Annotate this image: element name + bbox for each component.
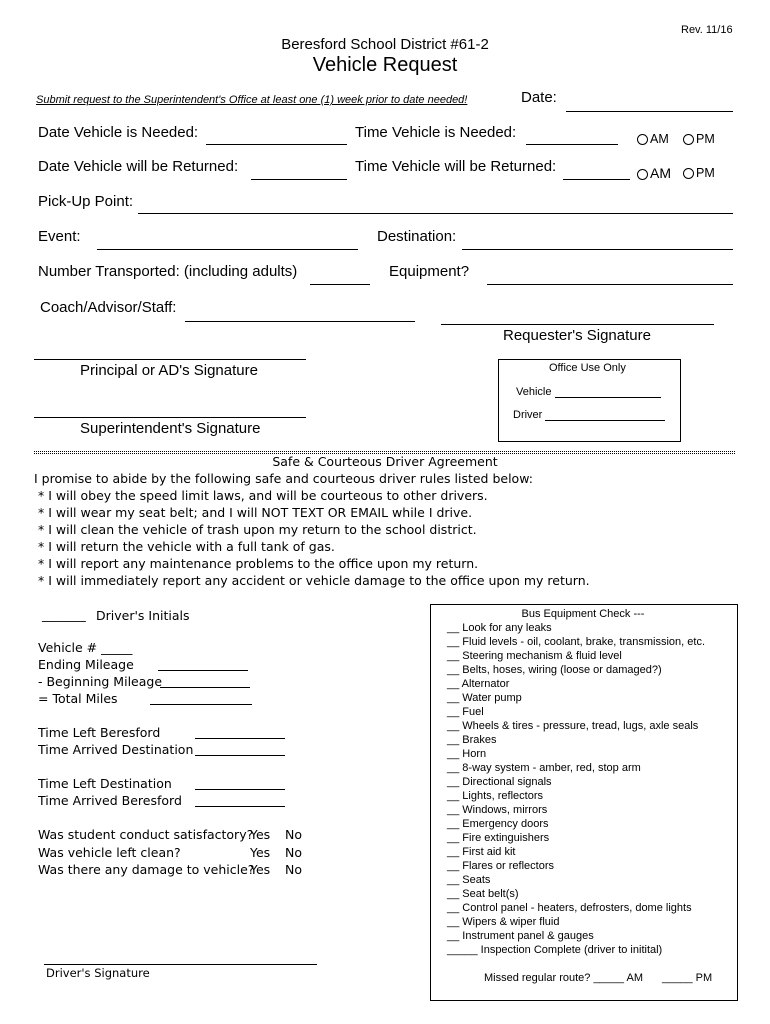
date-returned-field[interactable] [251,179,347,180]
revision-label: Rev. 11/16 [681,24,733,36]
bus-check-item[interactable]: __ Lights, reflectors [447,790,543,802]
principal-signature-label: Principal or AD's Signature [80,362,258,379]
bus-check-item[interactable]: __ Flares or reflectors [447,860,554,872]
time-arrived-destination-field[interactable] [195,755,285,756]
bus-check-item[interactable]: __ Brakes [447,734,497,746]
beginning-mileage-field[interactable] [160,687,250,688]
bus-check-item[interactable]: __ Steering mechanism & fluid level [447,650,622,662]
agreement-rule: * I will report any maintenance problems to the office upon my return. [38,556,479,571]
vehicle-number-label: Vehicle # _____ [38,640,133,655]
bus-check-item[interactable]: __ Alternator [447,678,510,690]
requester-signature-line[interactable] [441,324,714,325]
submit-instruction: Submit request to the Superintendent's Office at least one (1) week prior to date needed! [36,94,468,106]
number-transported-field[interactable] [310,284,370,285]
event-field[interactable] [97,249,358,250]
bus-check-item[interactable]: __ Fire extinguishers [447,832,550,844]
bus-check-item[interactable]: __ Fuel [447,706,484,718]
bus-check-item[interactable]: __ Instrument panel & gauges [447,930,594,942]
date-needed-field[interactable] [206,144,347,145]
conduct-no[interactable]: No [285,827,302,842]
driver-initials-blank[interactable]: _______ [42,607,86,622]
equipment-label: Equipment? [389,263,470,280]
agreement-rule: * I will return the vehicle with a full tank of gas. [38,539,335,554]
date-needed-label: Date Vehicle is Needed: [38,124,199,141]
time-arrived-beresford-label: Time Arrived Beresford [38,793,182,808]
bus-check-item[interactable]: __ Water pump [447,692,522,704]
bus-check-item[interactable]: __ 8-way system - amber, red, stop arm [447,762,641,774]
pm-radio-2[interactable]: PM [683,166,715,180]
requester-signature-label: Requester's Signature [503,327,651,344]
damage-yes[interactable]: Yes [250,862,271,877]
time-arrived-beresford-field[interactable] [195,806,285,807]
bus-check-item[interactable]: __ Wheels & tires - pressure, tread, lugs, axle seals [447,720,699,732]
radio-circle-icon [637,169,648,180]
time-left-destination-field[interactable] [195,789,285,790]
date-field[interactable] [566,111,733,112]
ending-mileage-label: Ending Mileage [38,657,134,672]
time-left-beresford-label: Time Left Beresford [38,725,161,740]
damage-question: Was there any damage to vehicle? [38,862,255,877]
principal-signature-line[interactable] [34,359,306,360]
bus-check-title: Bus Equipment Check --- [521,608,645,620]
number-transported-label: Number Transported: (including adults) [38,263,298,280]
bus-check-item[interactable]: __ Emergency doors [447,818,549,830]
agreement-rule: * I will obey the speed limit laws, and will be courteous to other drivers. [38,488,488,503]
bus-check-item[interactable]: __ Seat belt(s) [447,888,519,900]
bus-check-item[interactable]: __ Belts, hoses, wiring (loose or damaged?) [447,664,662,676]
time-left-beresford-field[interactable] [195,738,285,739]
total-miles-label: = Total Miles [38,691,118,706]
time-needed-label: Time Vehicle is Needed: [355,124,517,141]
total-miles-field[interactable] [150,704,252,705]
clean-no[interactable]: No [285,845,302,860]
time-arrived-destination-label: Time Arrived Destination [38,742,194,757]
driver-signature-line[interactable] [44,964,317,965]
conduct-yes[interactable]: Yes [250,827,271,842]
form-title: Vehicle Request [312,54,458,76]
radio-circle-icon [637,134,648,145]
bus-check-item[interactable]: __ Seats [447,874,491,886]
bus-check-item[interactable]: __ Control panel - heaters, defrosters, dome lights [447,902,692,914]
time-returned-label: Time Vehicle will be Returned: [355,158,557,175]
office-vehicle-label: Vehicle [516,386,552,398]
agreement-rule: * I will clean the vehicle of trash upon my return to the school district. [38,522,477,537]
bus-check-item[interactable]: __ Horn [447,748,487,760]
inspection-complete-item[interactable]: _____ Inspection Complete (driver to initital) [447,944,663,956]
bus-check-item[interactable]: __ Windows, mirrors [447,804,548,816]
pm-radio-1[interactable]: PM [683,132,715,146]
am-radio-2[interactable]: AM [637,165,671,181]
bus-check-item[interactable]: __ First aid kit [447,846,516,858]
agreement-rule: * I will wear my seat belt; and I will NOT TEXT OR EMAIL while I drive. [38,505,473,520]
missed-route-pm[interactable]: _____ PM [662,972,713,984]
event-label: Event: [38,228,81,245]
time-needed-field[interactable] [526,144,618,145]
beginning-mileage-label: - Beginning Mileage [38,674,163,689]
office-use-title: Office Use Only [549,362,626,374]
damage-no[interactable]: No [285,862,302,877]
conduct-question: Was student conduct satisfactory? [38,827,254,842]
superintendent-signature-label: Superintendent's Signature [80,420,261,437]
bus-check-item[interactable]: __ Fluid levels - oil, coolant, brake, transmission, etc. [447,636,706,648]
clean-question: Was vehicle left clean? [38,845,181,860]
coach-label: Coach/Advisor/Staff: [40,299,177,316]
time-returned-field[interactable] [563,179,630,180]
pickup-label: Pick-Up Point: [38,193,134,210]
district-name: Beresford School District #61-2 [281,36,489,53]
destination-label: Destination: [377,228,457,245]
bus-check-item[interactable]: __ Directional signals [447,776,552,788]
ending-mileage-field[interactable] [158,670,248,671]
radio-circle-icon [683,134,694,145]
bus-check-item[interactable]: __ Look for any leaks [447,622,552,634]
agreement-title: Safe & Courteous Driver Agreement [272,454,498,469]
office-vehicle-field[interactable] [555,397,661,398]
pickup-field[interactable] [138,213,733,214]
date-label: Date: [521,89,557,106]
agreement-rule: * I will immediately report any accident or vehicle damage to the office upon my return. [38,573,590,588]
coach-field[interactable] [185,321,415,322]
driver-signature-label: Driver's Signature [46,966,150,980]
superintendent-signature-line[interactable] [34,417,306,418]
time-left-destination-label: Time Left Destination [38,776,172,791]
clean-yes[interactable]: Yes [250,845,271,860]
driver-initials-label: Driver's Initials [96,608,190,623]
section-divider [34,451,735,452]
date-returned-label: Date Vehicle will be Returned: [38,158,239,175]
am-radio-1[interactable]: AM [637,132,669,146]
bus-check-item[interactable]: __ Wipers & wiper fluid [447,916,560,928]
office-driver-label: Driver [513,409,543,421]
office-driver-field[interactable] [545,420,665,421]
missed-route-am[interactable]: Missed regular route? _____ AM [484,972,643,984]
equipment-field[interactable] [487,284,733,285]
agreement-intro: I promise to abide by the following safe and courteous driver rules listed below: [34,471,533,486]
destination-field[interactable] [462,249,733,250]
radio-circle-icon [683,168,694,179]
